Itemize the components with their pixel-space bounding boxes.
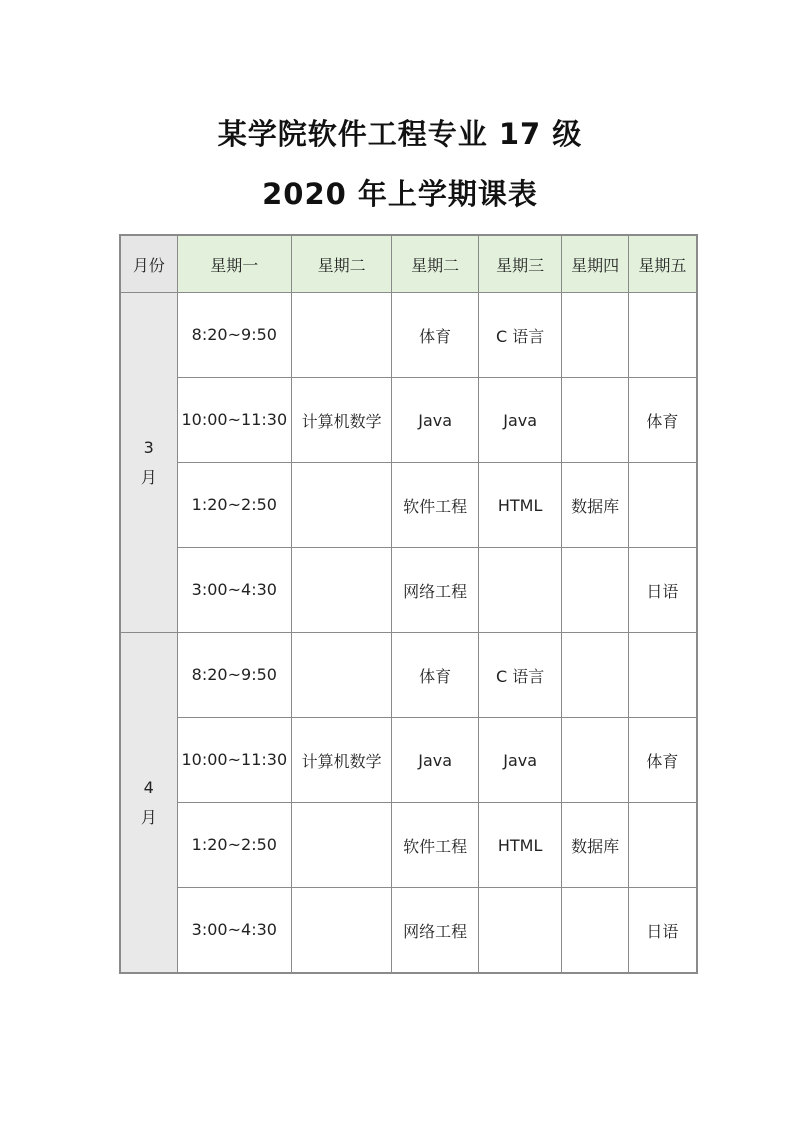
- course-cell: [562, 888, 629, 974]
- course-cell: Java: [392, 718, 479, 803]
- course-cell: 计算机数学: [292, 378, 392, 463]
- course-cell: 计算机数学: [292, 718, 392, 803]
- course-cell: [292, 633, 392, 718]
- month-unit: 月: [140, 807, 157, 827]
- course-cell: [292, 293, 392, 378]
- course-cell: 网络工程: [392, 548, 479, 633]
- course-cell: [629, 463, 697, 548]
- header-friday: 星期五: [629, 235, 697, 293]
- course-cell: [562, 378, 629, 463]
- time-slot: 8:20~9:50: [177, 293, 292, 378]
- time-slot: 10:00~11:30: [177, 718, 292, 803]
- table-row: [120, 718, 697, 803]
- course-cell: [562, 718, 629, 803]
- course-cell: [292, 888, 392, 974]
- course-cell: [562, 548, 629, 633]
- table-row: [120, 548, 697, 633]
- header-month: 月份: [120, 235, 177, 293]
- table-row: [120, 888, 697, 974]
- course-cell: [479, 888, 562, 974]
- course-cell: HTML: [479, 803, 562, 888]
- time-slot: 3:00~4:30: [177, 548, 292, 633]
- course-cell: 体育: [629, 718, 697, 803]
- course-cell: HTML: [479, 463, 562, 548]
- time-slot: 10:00~11:30: [177, 378, 292, 463]
- course-cell: [629, 293, 697, 378]
- time-slot: 1:20~2:50: [177, 463, 292, 548]
- month-number: 4: [143, 777, 154, 797]
- table-row: [120, 378, 697, 463]
- table-row: [120, 633, 697, 718]
- month-label: [120, 633, 177, 974]
- course-cell: [562, 633, 629, 718]
- month-number: 3: [143, 437, 154, 457]
- header-tuesday-dup: 星期二: [392, 235, 479, 293]
- course-cell: 体育: [629, 378, 697, 463]
- header-row: [120, 235, 697, 293]
- page-title: 某学院软件工程专业 17 级: [217, 117, 583, 151]
- course-cell: Java: [479, 718, 562, 803]
- course-cell: 日语: [629, 888, 697, 974]
- course-cell: [629, 803, 697, 888]
- schedule-table: [119, 234, 698, 974]
- course-cell: 体育: [392, 293, 479, 378]
- month-label: [120, 293, 177, 633]
- course-cell: 软件工程: [392, 803, 479, 888]
- course-cell: 体育: [392, 633, 479, 718]
- table-row: [120, 463, 697, 548]
- course-cell: 网络工程: [392, 888, 479, 974]
- time-slot: 8:20~9:50: [177, 633, 292, 718]
- time-slot: 1:20~2:50: [177, 803, 292, 888]
- header-monday: 星期一: [177, 235, 292, 293]
- header-thursday: 星期四: [562, 235, 629, 293]
- course-cell: [292, 803, 392, 888]
- course-cell: [629, 633, 697, 718]
- course-cell: 日语: [629, 548, 697, 633]
- course-cell: 数据库: [562, 463, 629, 548]
- table-row: [120, 293, 697, 378]
- header-tuesday: 星期二: [292, 235, 392, 293]
- course-cell: [292, 463, 392, 548]
- course-cell: C 语言: [479, 293, 562, 378]
- course-cell: C 语言: [479, 633, 562, 718]
- month-unit: 月: [140, 467, 157, 487]
- page-subtitle: 2020 年上学期课表: [262, 177, 538, 211]
- header-wednesday: 星期三: [479, 235, 562, 293]
- time-slot: 3:00~4:30: [177, 888, 292, 974]
- course-cell: [479, 548, 562, 633]
- course-cell: [292, 548, 392, 633]
- course-cell: Java: [392, 378, 479, 463]
- table-row: [120, 803, 697, 888]
- course-cell: Java: [479, 378, 562, 463]
- course-cell: 数据库: [562, 803, 629, 888]
- course-cell: [562, 293, 629, 378]
- course-cell: 软件工程: [392, 463, 479, 548]
